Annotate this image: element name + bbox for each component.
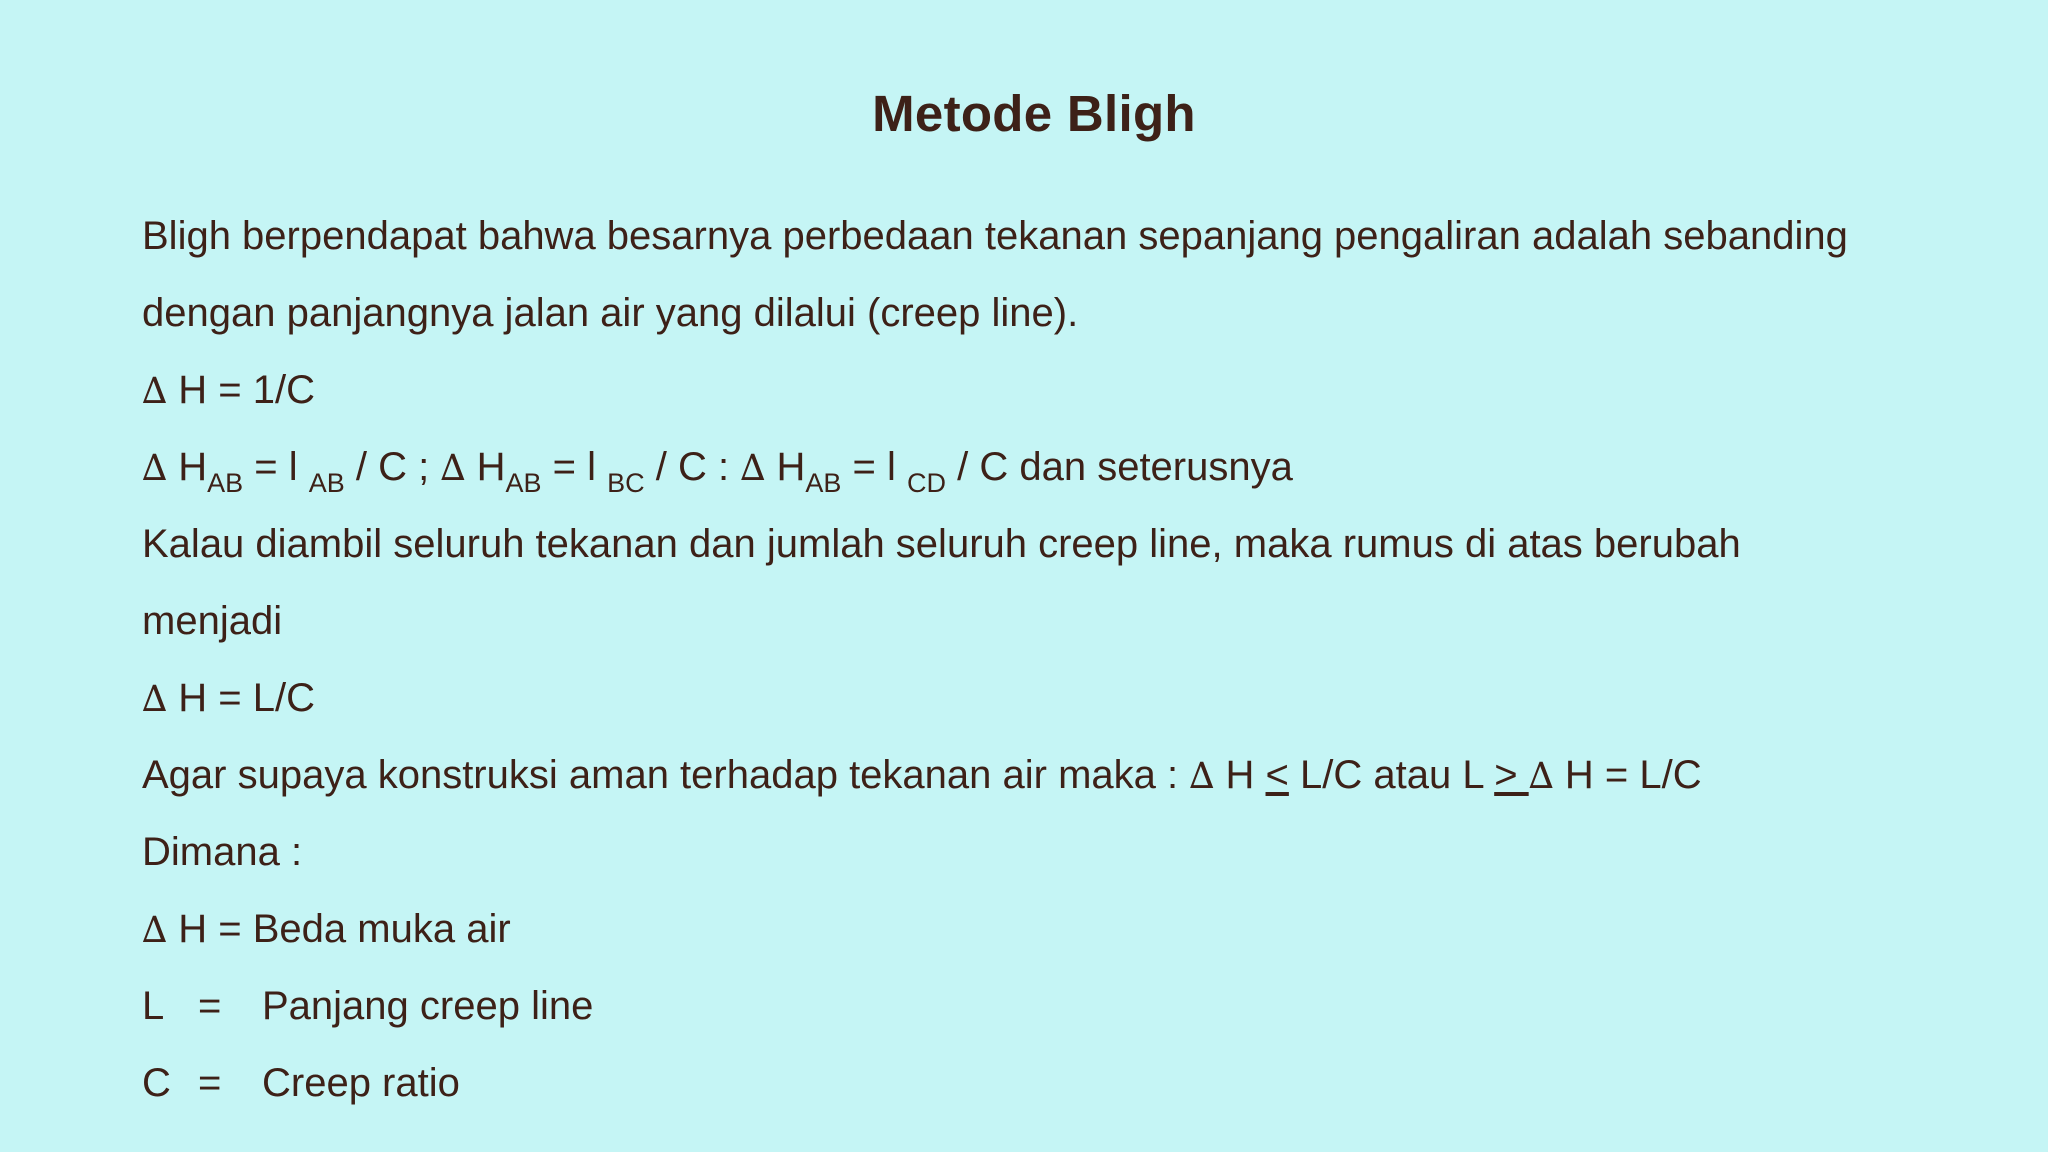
delta-symbol: ∆ [1189, 756, 1215, 797]
formula-h: H [465, 445, 506, 489]
dimana-label: Dimana : [142, 830, 303, 874]
delta-symbol: ∆ [440, 448, 466, 489]
delta-symbol: ∆ [142, 448, 168, 489]
para2-line-1: Kalau diambil seluruh tekanan dan jumlah seluruh creep line, maka rumus di atas berubah [142, 522, 1741, 566]
subscript-cd: CD [907, 468, 946, 498]
subscript-bc: BC [607, 468, 645, 498]
condition-h: H [1214, 753, 1266, 797]
legend-eq: = [198, 984, 222, 1028]
subscript-ab: AB [805, 468, 842, 498]
legend-eq: = [207, 907, 253, 951]
formula-h: H [765, 445, 806, 489]
delta-symbol: ∆ [740, 448, 766, 489]
formula-eq-l: = l [841, 445, 907, 489]
delta-symbol: ∆ [142, 371, 168, 412]
slide-body [142, 206, 2022, 1130]
subscript-ab: AB [207, 468, 244, 498]
formula-text: H = 1/C [167, 368, 315, 412]
formula-delta-h-l-over-c [142, 668, 2022, 745]
less-equal-symbol: < [1265, 753, 1289, 797]
legend-desc: Panjang creep line [262, 984, 594, 1028]
subscript-ab: AB [505, 468, 542, 498]
legend-symbol: C [142, 1061, 171, 1105]
delta-symbol: ∆ [142, 910, 168, 951]
formula-text: H = L/C [167, 676, 315, 720]
legend-row-delta-h [142, 899, 2022, 976]
subscript-ab: AB [308, 468, 345, 498]
formula-delta-h-1-over-c [142, 360, 2022, 437]
legend-symbol: H [167, 907, 208, 951]
intro-line-1: Bligh berpendapat bahwa besarnya perbedaan tekanan sepanjang pengaliran adalah sebanding [142, 214, 1848, 258]
condition-tail: H = L/C [1553, 753, 1702, 797]
legend-row-l [142, 976, 2022, 1053]
legend-row-c [142, 1053, 2022, 1130]
legend-symbol: L [142, 984, 165, 1028]
safety-condition [142, 745, 2022, 822]
legend-eq: = [198, 1061, 222, 1105]
condition-mid: L/C atau L [1288, 753, 1495, 797]
formula-div-c: / C : [644, 445, 741, 489]
legend-desc: Creep ratio [262, 1061, 460, 1105]
greater-equal-symbol: > [1494, 753, 1529, 797]
formula-eq-l: = l [541, 445, 608, 489]
formula-segments [142, 437, 2022, 514]
para2-line-2: menjadi [142, 599, 283, 643]
intro-line-2: dengan panjangnya jalan air yang dilalui (creep line). [142, 291, 1079, 335]
formula-div-c: / C ; [344, 445, 441, 489]
formula-eq-l: = l [243, 445, 309, 489]
formula-h: H [167, 445, 208, 489]
delta-symbol: ∆ [1528, 756, 1554, 797]
slide-title: Metode Bligh [872, 85, 1196, 142]
condition-prefix: Agar supaya konstruksi aman terhadap tekanan air maka : [142, 753, 1190, 797]
delta-symbol: ∆ [142, 679, 168, 720]
formula-tail: / C dan seterusnya [946, 445, 1293, 489]
legend-desc: Beda muka air [252, 907, 511, 951]
